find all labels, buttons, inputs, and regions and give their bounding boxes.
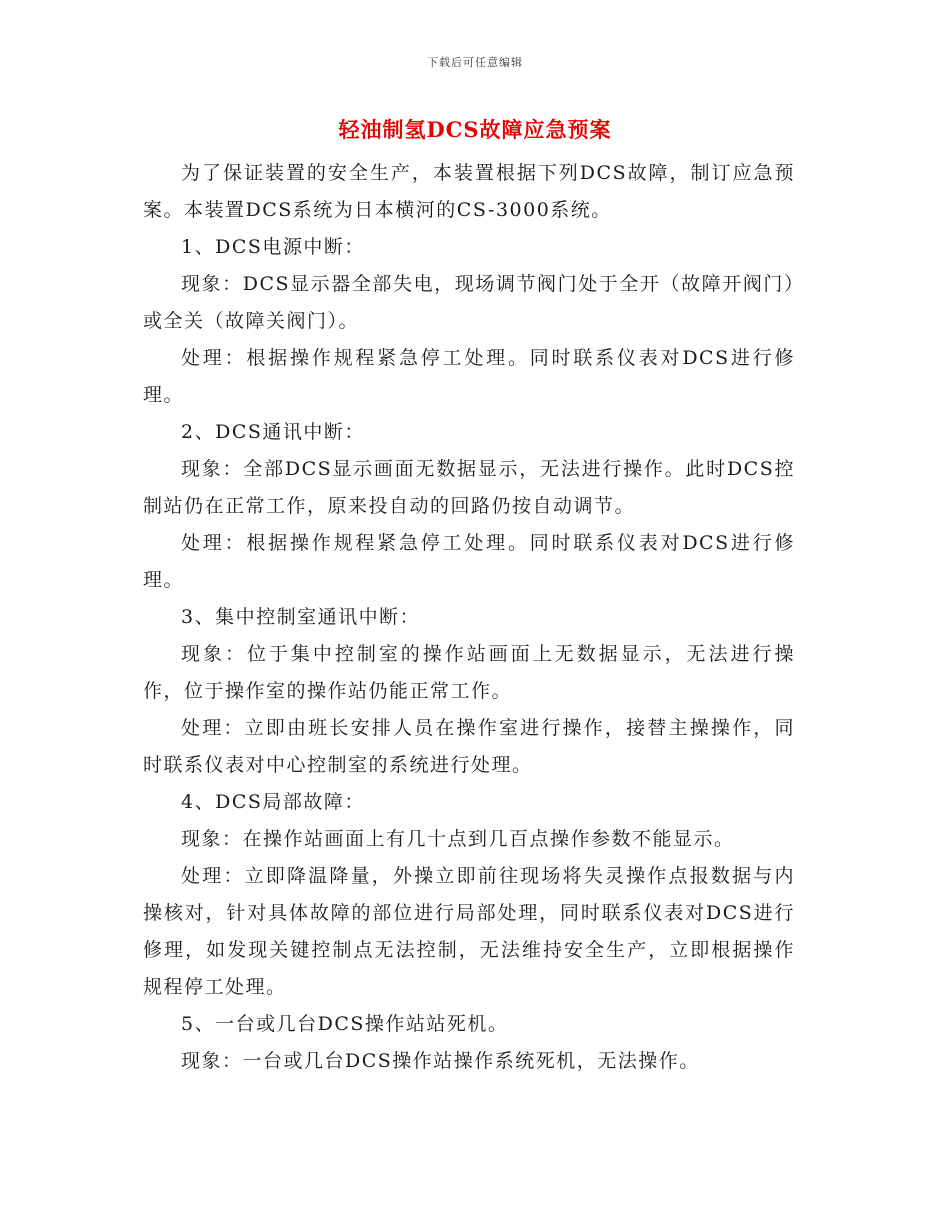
section-heading-1: 1、DCS电源中断：	[181, 236, 365, 258]
document-title: 轻油制氢DCS故障应急预案	[338, 117, 612, 142]
section-heading-5: 5、一台或几台DCS操作站站死机。	[181, 1013, 509, 1035]
document-body	[143, 155, 795, 1080]
section-heading-4: 4、DCS局部故障：	[181, 791, 365, 813]
paragraph-handling-4: 处理：立即降温降量，外操立即前往现场将失灵操作点报数据与内操核对，针对具体故障的部位进行局部处理，同时联系仪表对DCS进行修理，如发现关键控制点无法控制，无法维持安全生产，立即根据操作规程停工处理。	[143, 865, 795, 998]
paragraph-handling-2: 处理：根据操作规程紧急停工处理。同时联系仪表对DCS进行修理。	[143, 532, 795, 591]
section-heading-3: 3、集中控制室通讯中断：	[181, 606, 421, 628]
paragraph-handling-1: 处理：根据操作规程紧急停工处理。同时联系仪表对DCS进行修理。	[143, 347, 795, 406]
paragraph-intro: 为了保证装置的安全生产，本装置根据下列DCS故障，制订应急预案。本装置DCS系统为日本横河的CS-3000系统。	[143, 162, 795, 221]
section-heading-2: 2、DCS通讯中断：	[181, 421, 365, 443]
paragraph-phenomenon-1: 现象：DCS显示器全部失电，现场调节阀门处于全开（故障开阀门）或全关（故障关阀门）。	[143, 273, 795, 332]
paragraph-phenomenon-2: 现象：全部DCS显示画面无数据显示，无法进行操作。此时DCS控制站仍在正常工作，原来投自动的回路仍按自动调节。	[143, 458, 795, 517]
paragraph-phenomenon-4: 现象：在操作站画面上有几十点到几百点操作参数不能显示。	[181, 828, 735, 850]
page-header-note: 下载后可任意编辑	[427, 56, 523, 69]
paragraph-phenomenon-5: 现象：一台或几台DCS操作站操作系统死机，无法操作。	[181, 1050, 700, 1072]
paragraph-phenomenon-3: 现象：位于集中控制室的操作站画面上无数据显示，无法进行操作，位于操作室的操作站仍能正常工作。	[143, 643, 795, 702]
paragraph-handling-3: 处理：立即由班长安排人员在操作室进行操作，接替主操操作，同时联系仪表对中心控制室的系统进行处理。	[143, 717, 795, 776]
